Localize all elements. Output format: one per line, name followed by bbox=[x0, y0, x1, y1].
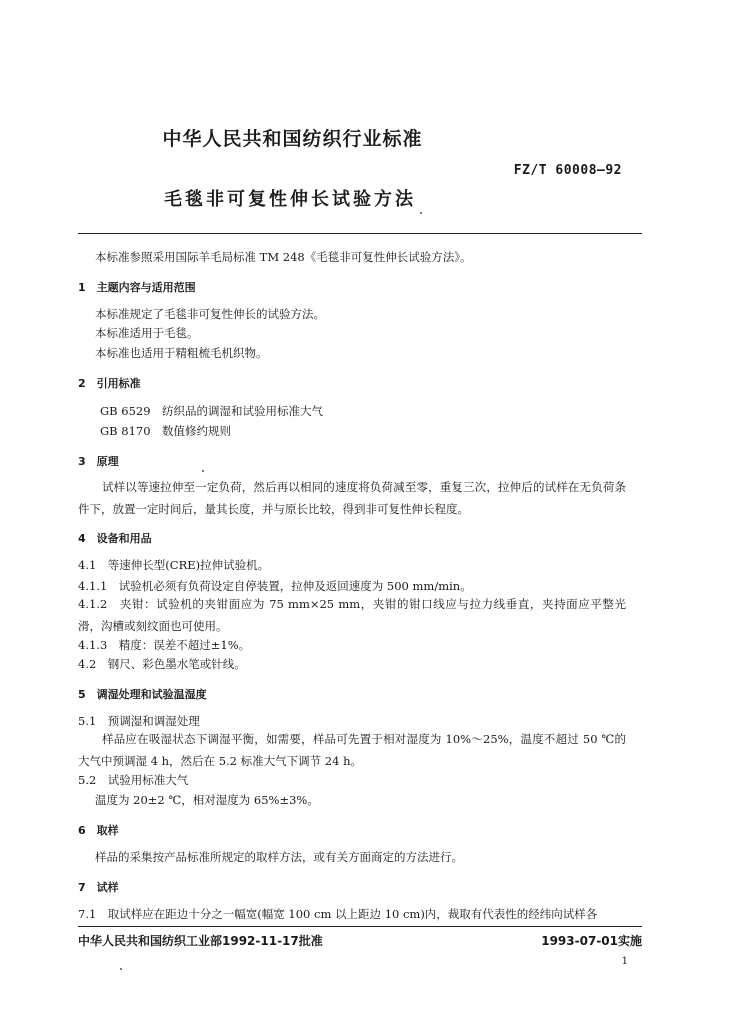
item-4-1-2: 4.1.2 夹钳：试验机的夹钳面应为 75 mm×25 mm，夹钳的钳口线应与拉力线垂直，夹持面应平整光滑，沟槽或刻纹面也可使用。 bbox=[78, 597, 626, 633]
reference-gb6529: GB 6529 纺织品的调湿和试验用标准大气 bbox=[100, 404, 324, 418]
standard-title: 中华人民共和国纺织行业标准 bbox=[162, 128, 423, 150]
item-5-1: 5.1 预调湿和调湿处理 bbox=[78, 714, 200, 728]
section-3-paragraph: 试样以等速拉伸至一定负荷，然后再以相同的速度将负荷减至零，重复三次，拉伸后的试样在无负荷条件下，放置一定时间后，量其长度，并与原长比较，得到非可复性伸长程度。 bbox=[78, 480, 626, 516]
implementation-date: 1993-07-01实施 bbox=[541, 934, 642, 948]
scan-speck bbox=[120, 968, 122, 970]
document-title: 毛毯非可复性伸长试验方法 bbox=[164, 189, 416, 210]
item-4-1-1: 4.1.1 试验机必须有负荷设定自停装置，拉伸及返回速度为 500 mm/min。 bbox=[78, 579, 472, 593]
section-6-paragraph: 样品的采集按产品标准所规定的取样方法，或有关方面商定的方法进行。 bbox=[95, 850, 463, 864]
section-1-line-3: 本标准也适用于精粗梳毛机织物。 bbox=[95, 346, 268, 360]
section-6-heading: 6 取样 bbox=[78, 824, 119, 837]
section-7-heading: 7 试样 bbox=[78, 881, 119, 894]
item-4-2: 4.2 钢尺、彩色墨水笔或针线。 bbox=[78, 657, 246, 671]
approval-date: 中华人民共和国纺织工业部1992-11-17批准 bbox=[78, 934, 323, 948]
scan-speck bbox=[202, 470, 204, 472]
standard-code: FZ/T 60008—92 bbox=[513, 163, 622, 178]
page-number: 1 bbox=[621, 956, 628, 967]
item-5-2: 5.2 试验用标准大气 bbox=[78, 773, 189, 787]
section-5-heading: 5 调湿处理和试验温湿度 bbox=[78, 688, 207, 701]
item-7-1: 7.1 取试样应在距边十分之一幅宽(幅宽 100 cm 以上距边 10 cm)内，裁取有代表性的经纬向试样各 bbox=[78, 907, 598, 921]
section-2-heading: 2 引用标准 bbox=[78, 377, 141, 390]
scan-speck bbox=[420, 212, 422, 214]
header-rule bbox=[78, 233, 642, 234]
section-1-line-2: 本标准适用于毛毯。 bbox=[95, 326, 199, 340]
section-1-line-1: 本标准规定了毛毯非可复性伸长的试验方法。 bbox=[95, 307, 325, 321]
section-3-heading: 3 原理 bbox=[78, 455, 119, 468]
footer-rule bbox=[78, 926, 642, 927]
item-5-2-paragraph: 温度为 20±2 ℃，相对湿度为 65%±3%。 bbox=[95, 793, 319, 807]
item-4-1: 4.1 等速伸长型(CRE)拉伸试验机。 bbox=[78, 558, 270, 572]
item-4-1-3: 4.1.3 精度：误差不超过±1%。 bbox=[78, 638, 251, 652]
intro-text: 本标准参照采用国际羊毛局标准 TM 248《毛毯非可复性伸长试验方法》。 bbox=[95, 250, 472, 264]
section-1-heading: 1 主题内容与适用范围 bbox=[78, 281, 196, 294]
item-5-1-paragraph: 样品应在吸湿状态下调湿平衡，如需要，样品可先置于相对湿度为 10%～25%，温度不超过 50 ℃的大气中预调湿 4 h，然后在 5.2 标准大气下调节 24 h。 bbox=[78, 732, 626, 768]
section-4-heading: 4 设备和用品 bbox=[78, 532, 152, 545]
reference-gb8170: GB 8170 数值修约规则 bbox=[100, 424, 232, 438]
